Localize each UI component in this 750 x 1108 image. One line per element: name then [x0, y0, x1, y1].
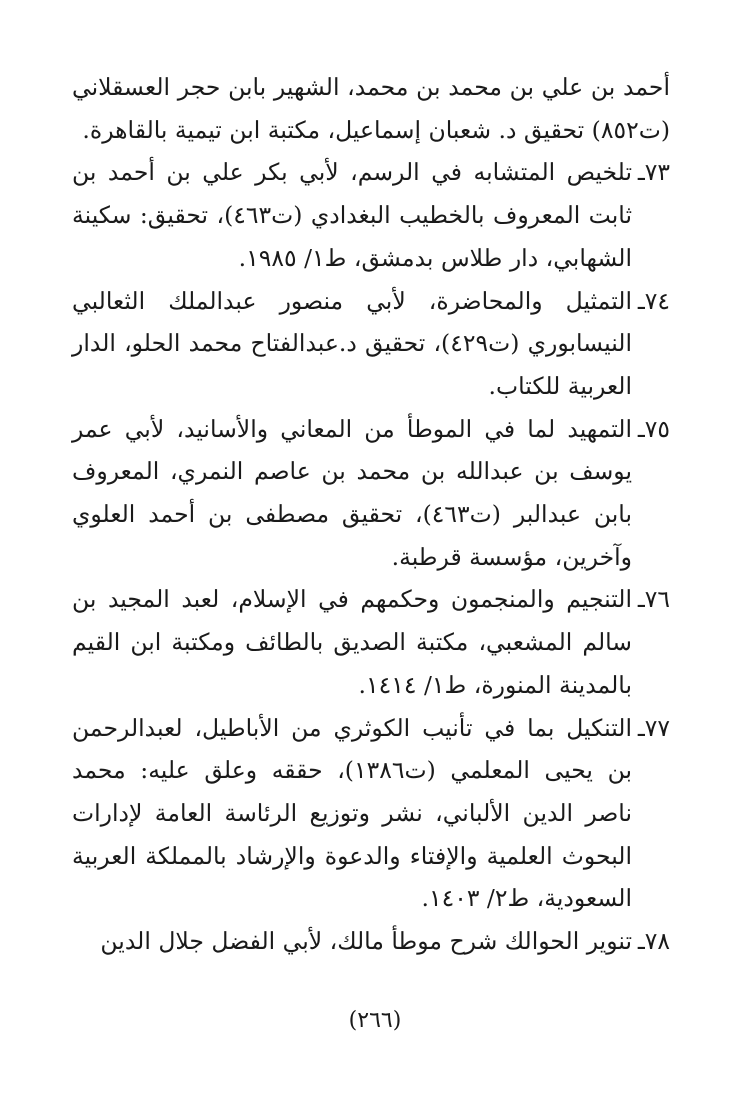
- page-number: (٢٦٦): [348, 1008, 402, 1033]
- entry-number: ٧٧ ـ: [632, 707, 670, 750]
- entry-text: التنكيل بما في تأنيب الكوثري من الأباطيل، لعبدالرحمن بن يحيى المعلمي (ت١٣٨٦)، حققه وعلق عليه: محمد ناصر الدين الألباني، نشر وتوزيع الرئاسة العامة لإدارات البحوث العلمية والإفتاء والدعوة والإرشاد بالمملكة العربية السعودية، ط٢/ ١٤٠٣.: [72, 713, 632, 913]
- entry-text: التنجيم والمنجمون وحكمهم في الإسلام، لعبد المجيد بن سالم المشعبي، مكتبة الصديق بالطائف ومكتبة ابن القيم بالمدينة المنورة، ط١/ ١٤١٤.: [72, 585, 632, 699]
- bibliography-entry-continued: [72, 66, 670, 151]
- entry-number: ٧٥ ـ: [632, 408, 670, 451]
- entry-number: ٧٨ ـ: [632, 920, 670, 963]
- entry-text: التمثيل والمحاضرة، لأبي منصور عبدالملك الثعالبي النيسابوري (ت٤٢٩)، تحقيق د.عبدالفتاح محمد الحلو، الدار العربية للكتاب.: [72, 286, 632, 400]
- bibliography-list: [72, 66, 670, 963]
- entry-number: ٧٦ ـ: [632, 578, 670, 621]
- bibliography-entry-78: [72, 920, 670, 963]
- entry-text: تلخيص المتشابه في الرسم، لأبي بكر علي بن أحمد بن ثابت المعروف بالخطيب البغدادي (ت٤٦٣)، تحقيق: سكينة الشهابي، دار طلاس بدمشق، ط١/ ١٩٨٥.: [72, 158, 632, 272]
- entry-text: تنوير الحوالك شرح موطأ مالك، لأبي الفضل جلال الدين: [100, 927, 632, 956]
- entry-number: ٧٣ ـ: [632, 151, 670, 194]
- entry-text: التمهيد لما في الموطأ من المعاني والأسانيد، لأبي عمر يوسف بن عبدالله بن محمد بن عاصم النمري، المعروف بابن عبدالبر (ت٤٦٣)، تحقيق مصطفى بن أحمد العلوي وآخرين، مؤسسة قرطبة.: [72, 414, 633, 571]
- bibliography-entry-74: [72, 280, 670, 408]
- bibliography-entry-75: [72, 408, 670, 579]
- bibliography-entry-76: [72, 578, 670, 706]
- entry-text: أحمد بن علي بن محمد بن محمد، الشهير بابن حجر العسقلاني (ت٨٥٢) تحقيق د. شعبان إسماعيل، مكتبة ابن تيمية بالقاهرة.: [72, 73, 670, 144]
- bibliography-entry-73: [72, 151, 670, 279]
- entry-number: ٧٤ ـ: [632, 280, 670, 323]
- bibliography-entry-77: [72, 707, 670, 921]
